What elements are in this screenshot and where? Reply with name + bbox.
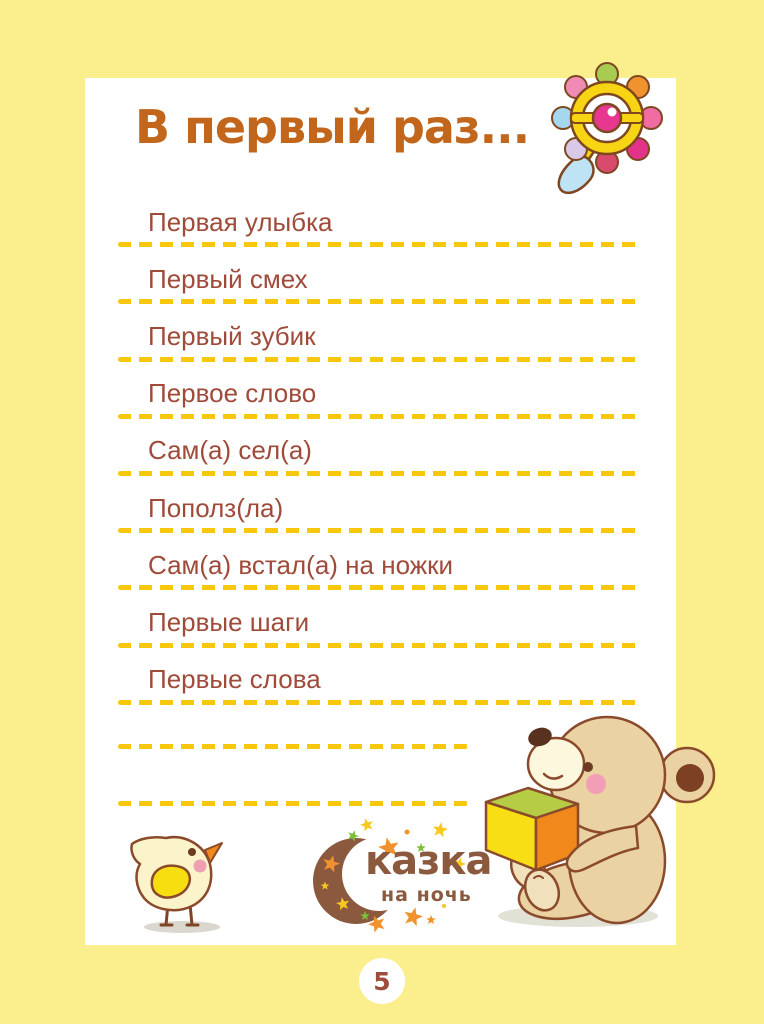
- extra-write-in-line: [118, 801, 468, 806]
- milestone-row: [118, 590, 640, 647]
- milestone-row: [118, 476, 640, 533]
- milestone-row: [118, 190, 640, 247]
- milestone-label: Первые шаги: [148, 606, 310, 637]
- milestone-row: [118, 648, 640, 705]
- write-in-line: [118, 357, 640, 362]
- logo-text-line1: казка: [365, 838, 492, 884]
- milestone-list: [118, 190, 640, 705]
- write-in-line: [118, 643, 640, 648]
- page-number-badge: [359, 958, 405, 1004]
- milestone-label: Сам(а) сел(а): [148, 435, 312, 466]
- milestone-row: [118, 362, 640, 419]
- milestone-row: [118, 304, 640, 361]
- extra-write-in-line: [118, 744, 468, 749]
- page-title: В первый раз...: [135, 100, 530, 154]
- milestone-label: Первое слово: [148, 378, 317, 409]
- write-in-line: [118, 414, 640, 419]
- milestone-label: Сам(а) встал(а) на ножки: [148, 549, 454, 580]
- chick-icon: [120, 830, 240, 935]
- skazka-na-noch-logo: [303, 816, 493, 948]
- milestone-row: [118, 419, 640, 476]
- write-in-line: [118, 242, 640, 247]
- write-in-line: [118, 471, 640, 476]
- teddy-bear-with-block-icon: [478, 698, 718, 948]
- write-in-line: [118, 585, 640, 590]
- milestone-row: [118, 247, 640, 304]
- milestone-label: Первые слова: [148, 664, 321, 695]
- milestone-row: [118, 533, 640, 590]
- milestone-label: Первый зубик: [148, 320, 316, 351]
- milestone-label: Пополз(ла): [148, 492, 284, 523]
- page-number: 5: [373, 966, 391, 996]
- logo-text-line2: на ночь: [381, 884, 472, 906]
- milestone-label: Первый смех: [148, 263, 308, 294]
- milestone-label: Первая улыбка: [148, 206, 333, 237]
- write-in-line: [118, 299, 640, 304]
- write-in-line: [118, 528, 640, 533]
- baby-rattle-icon: [543, 56, 668, 196]
